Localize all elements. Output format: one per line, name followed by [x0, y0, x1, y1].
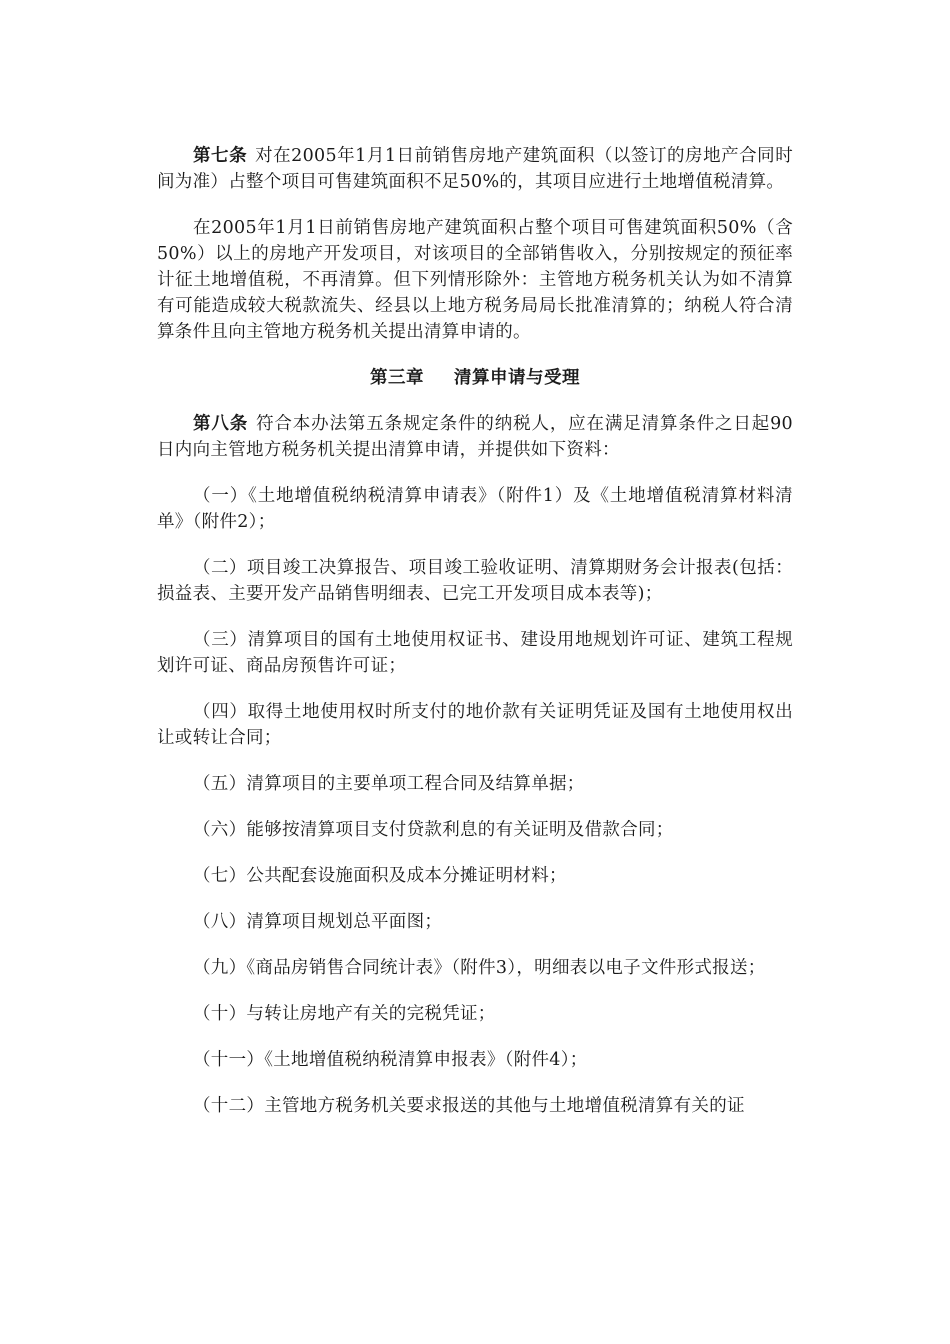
list-item: （四）取得土地使用权时所支付的地价款有关证明凭证及国有土地使用权出让或转让合同；	[157, 702, 793, 748]
list-item: （二）项目竣工决算报告、项目竣工验收证明、清算期财务会计报表(包括：损益表、主要开发产品销售明细表、已完工开发项目成本表等)；	[157, 558, 793, 604]
list-item: （九）《商品房销售合同统计表》（附件3），明细表以电子文件形式报送；	[193, 958, 766, 978]
chapter-number: 第三章	[370, 368, 424, 388]
document-page	[157, 143, 793, 1119]
list-item: （八）清算项目规划总平面图；	[193, 912, 443, 932]
list-item: （三）清算项目的国有土地使用权证书、建设用地规划许可证、建筑工程规划许可证、商品房预售许可证；	[157, 630, 793, 676]
article-7-paragraph	[157, 143, 793, 195]
list-item: （十二）主管地方税务机关要求报送的其他与土地增值税清算有关的证	[193, 1096, 745, 1116]
list-item: （六）能够按清算项目支付贷款利息的有关证明及借款合同；	[193, 820, 674, 840]
article-8-label: 第八条	[193, 414, 249, 434]
chapter-heading	[157, 365, 793, 391]
chapter-title: 清算申请与受理	[454, 368, 580, 388]
list-item: （五）清算项目的主要单项工程合同及结算单据；	[193, 774, 585, 794]
list-item: （一）《土地增值税纳税清算申请表》（附件1）及《土地增值税清算材料清单》（附件2）；	[157, 486, 793, 532]
list-item: （七）公共配套设施面积及成本分摊证明材料；	[193, 866, 567, 886]
article-7-label: 第七条	[193, 146, 248, 166]
article-7-paragraph-2: 在2005年1月1日前销售房地产建筑面积占整个项目可售建筑面积50%（含50%）以上的房地产开发项目，对该项目的全部销售收入，分别按规定的预征率计征土地增值税，不再清算。但下列情形除外：主管地方税务机关认为如不清算有可能造成较大税款流失、经县以上地方税务局局长批准清算的；纳税人符合清算条件且向主管地方税务机关提出清算申请的。	[157, 218, 793, 342]
article-8-text: 符合本办法第五条规定条件的纳税人，应在满足清算条件之日起90日内向主管地方税务机关提出清算申请，并提供如下资料：	[157, 414, 793, 460]
article-7-text: 对在2005年1月1日前销售房地产建筑面积（以签订的房地产合同时间为准）占整个项目可售建筑面积不足50%的，其项目应进行土地增值税清算。	[157, 146, 794, 192]
list-item: （十）与转让房地产有关的完税凭证；	[193, 1004, 496, 1024]
article-8-paragraph	[157, 411, 793, 463]
list-item: （十一）《土地增值税纳税清算申报表》（附件4）；	[193, 1050, 588, 1070]
